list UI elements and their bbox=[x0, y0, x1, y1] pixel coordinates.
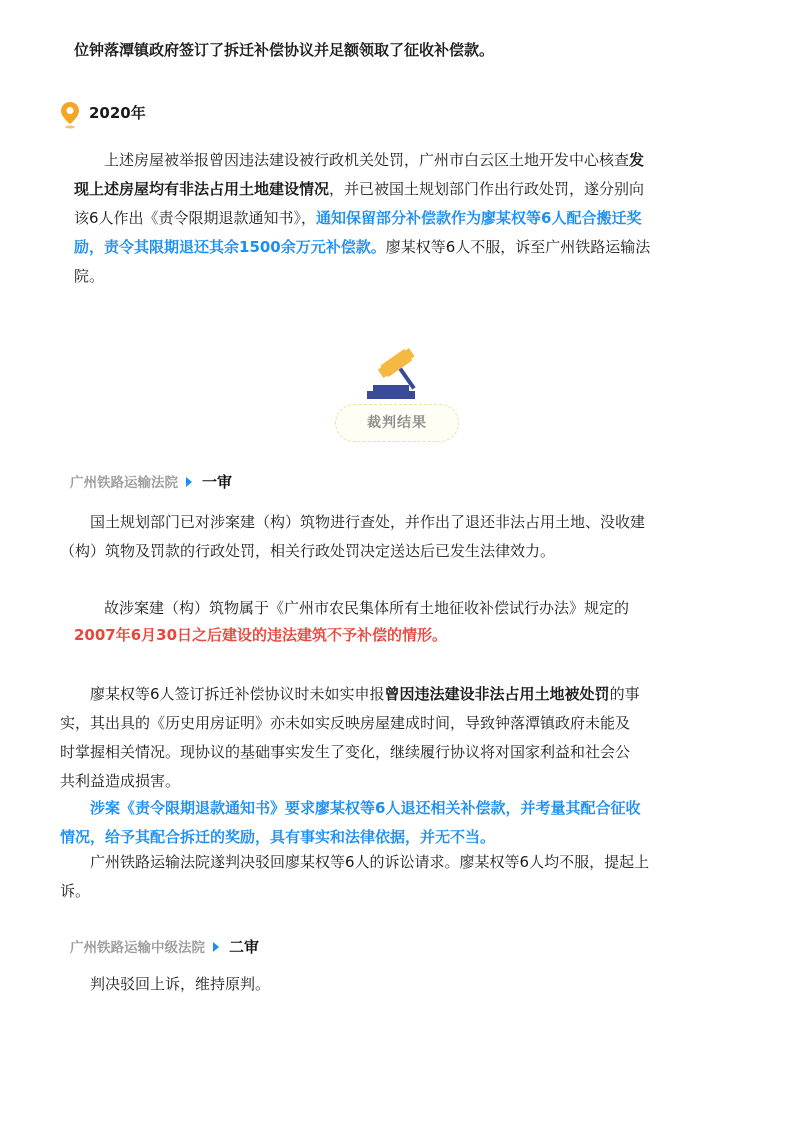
second-instance-paragraph bbox=[60, 972, 270, 997]
triangle-right-icon bbox=[186, 477, 192, 487]
court-name: 广州铁路运输中级法院 bbox=[70, 940, 205, 956]
text-line: 国土规划部门已对涉案建（构）筑物进行查处，并作出了退还非法占用土地、没收建 bbox=[90, 513, 646, 531]
timeline-paragraph bbox=[74, 148, 650, 289]
text-line: 共利益造成损害。 bbox=[60, 772, 181, 790]
result-title-badge: 裁判结果 bbox=[335, 404, 459, 442]
text-line-blue: 涉案《责令限期退款通知书》要求廖某权等6人退还相关补偿款，并考量其配合征收 bbox=[90, 799, 641, 817]
text-line: （构）筑物及罚款的行政处罚，相关行政处罚决定送达后已发生法律效力。 bbox=[60, 542, 556, 560]
text-line: 广州铁路运输法院遂判决驳回廖某权等6人的诉讼请求。廖某权等6人均不服，提起上 bbox=[90, 853, 650, 871]
first-instance-heading bbox=[70, 471, 232, 494]
text-span: 的事 bbox=[609, 685, 640, 703]
text-span-blue: 励，责令其限期退还其余1500余万元补偿款。 bbox=[74, 238, 386, 256]
text-span-blue: 通知保留部分补偿款作为廖某权等6人配合搬迁奖 bbox=[316, 209, 642, 227]
first-instance-paragraph-2 bbox=[74, 596, 629, 648]
text-line: 诉。 bbox=[60, 882, 91, 900]
triangle-right-icon bbox=[213, 942, 219, 952]
text-span-bold: 曾因违法建设非法占用土地被处罚 bbox=[384, 685, 610, 703]
location-pin-icon bbox=[60, 101, 80, 129]
text-span: 廖某权等6人不服，诉至广州铁路运输法 bbox=[385, 238, 651, 256]
text-line: 实，其出具的《历史用房证明》亦未如实反映房屋建成时间，导致钟落潭镇政府未能及 bbox=[60, 714, 631, 732]
text-span: 廖某权等6人签订拆迁补偿协议时未如实申报 bbox=[90, 685, 385, 703]
text-span: ，并已被国土规划部门作出行政处罚，遂分别向 bbox=[329, 180, 645, 198]
text-span-bold: 发 bbox=[629, 151, 645, 169]
text-span: 上述房屋被举报曾因违法建设被行政机关处罚，广州市白云区土地开发中心核查 bbox=[104, 151, 630, 169]
text-span-bold: 现上述房屋均有非法占用土地建设情况 bbox=[74, 180, 330, 198]
trial-stage: 一审 bbox=[202, 473, 233, 491]
intro-text: 位钟落潭镇政府签订了拆迁补偿协议并足额领取了征收补偿款。 bbox=[74, 41, 495, 59]
text-line: 故涉案建（构）筑物属于《广州市农民集体所有土地征收补偿试行办法》规定的 bbox=[104, 599, 630, 617]
text-line-blue: 情况，给予其配合拆迁的奖励，具有事实和法律依据，并无不当。 bbox=[60, 828, 496, 846]
text-span: 该6人作出《责令限期退款通知书》， bbox=[74, 209, 317, 227]
first-instance-paragraph-1 bbox=[60, 510, 645, 564]
text-line: 时掌握相关情况。现协议的基础事实发生了变化，继续履行协议将对国家利益和社会公 bbox=[60, 743, 631, 761]
text-line: 判决驳回上诉，维持原判。 bbox=[90, 975, 271, 993]
court-name: 广州铁路运输法院 bbox=[70, 475, 178, 491]
text-span: 院。 bbox=[74, 267, 105, 285]
gavel-icon bbox=[365, 348, 429, 404]
first-instance-paragraph-4 bbox=[60, 796, 640, 850]
first-instance-paragraph-5 bbox=[60, 850, 649, 904]
text-line-red: 2007年6月30日之后建设的违法建筑不予补偿的情形。 bbox=[74, 626, 448, 644]
first-instance-paragraph-3 bbox=[60, 682, 640, 794]
second-instance-heading bbox=[70, 936, 259, 959]
timeline-year: 2020年 bbox=[89, 104, 146, 122]
trial-stage: 二审 bbox=[229, 938, 260, 956]
